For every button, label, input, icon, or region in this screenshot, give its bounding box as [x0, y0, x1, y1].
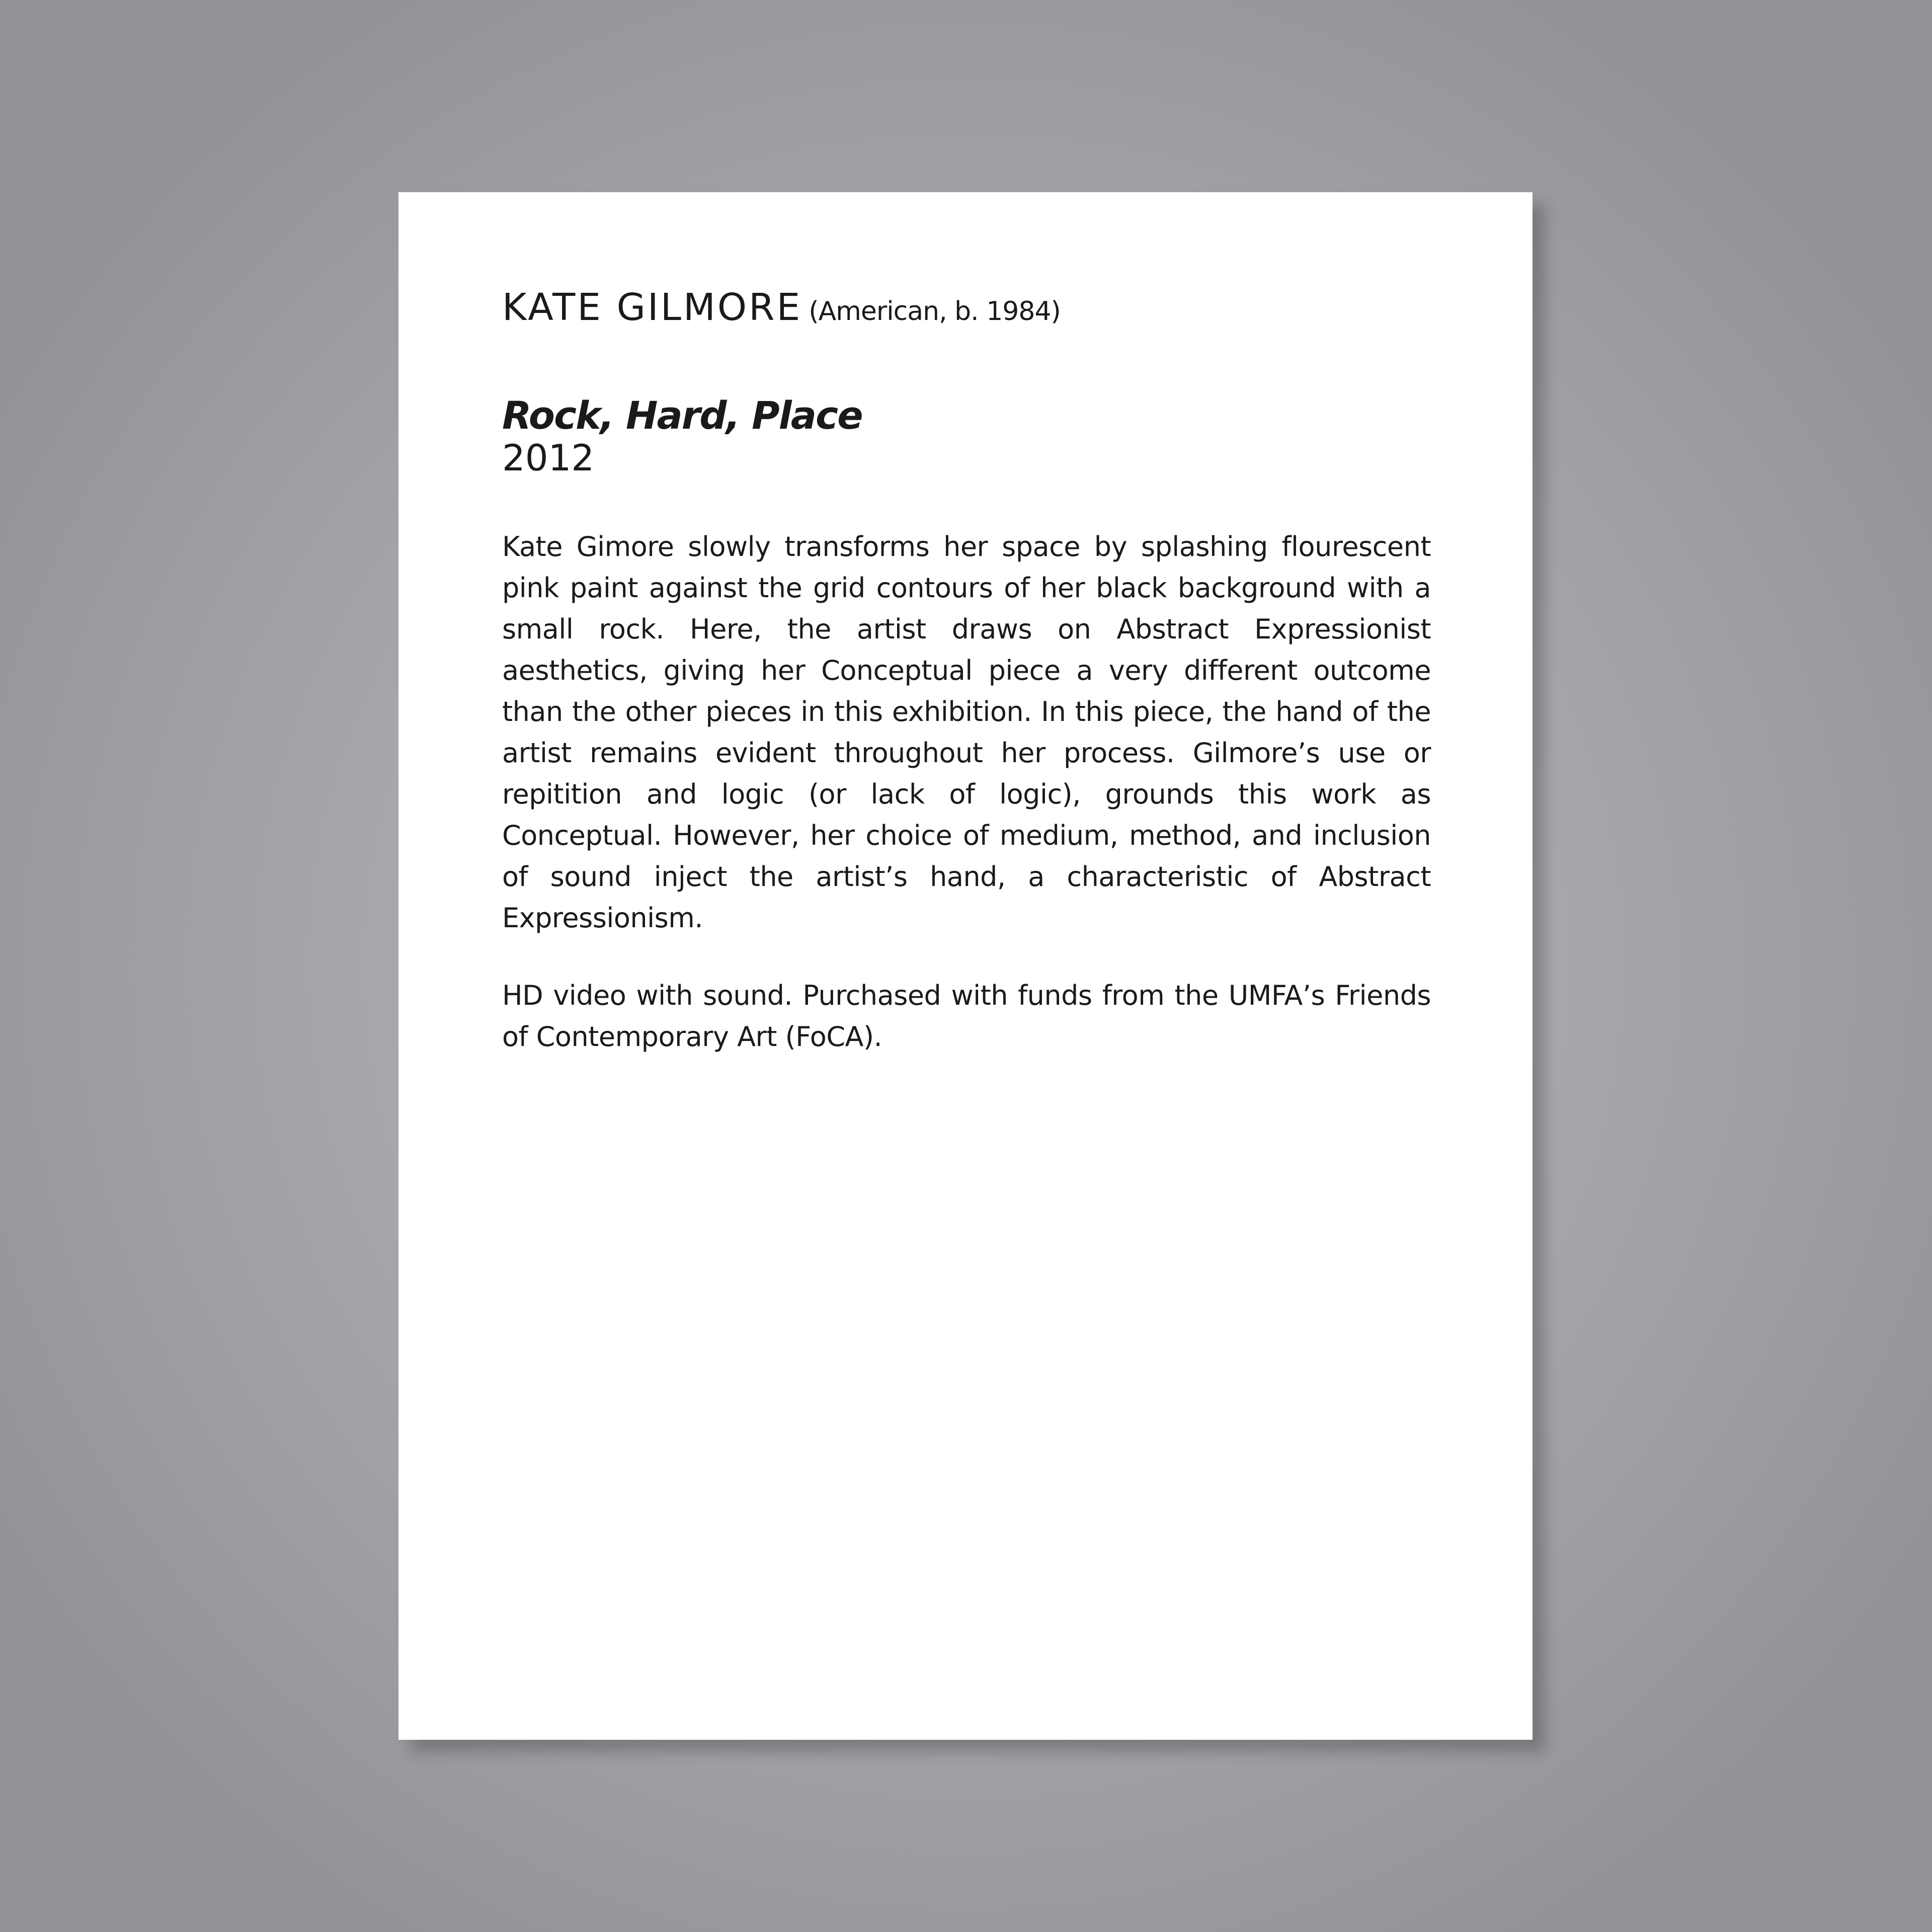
artist-nationality-birth: (American, b. 1984): [809, 296, 1061, 327]
credit-line: HD video with sound. Purchased with funds from the UMFA’s Friends of Contemporary Art (FoCA).: [502, 980, 1431, 1053]
artwork-description: Kate Gimore slowly transforms her space by splashing flourescent pink paint against the grid contours of her black background with a small rock. Here, the artist draws on Abstract Expressionist aesthetics, giving her Conceptual piece a very different outcome than the other pieces in this exhibition. In this piece, the hand of the artist remains evident throughout her process. Gilmore’s use or repitition and logic (or lack of logic), grounds this work as Conceptual. However, her choice of medium, method, and inclusion of sound inject the artist’s hand, a characteristic of Abstract Expressionism.: [502, 531, 1431, 934]
artwork-date: 2012: [502, 437, 595, 479]
artwork-title: Rock, Hard, Place: [502, 393, 862, 438]
artist-name: KATE GILMORE: [502, 286, 802, 329]
artist-line: [502, 286, 1431, 329]
label-content: [502, 286, 1431, 1058]
wall-label-card: [398, 192, 1533, 1740]
